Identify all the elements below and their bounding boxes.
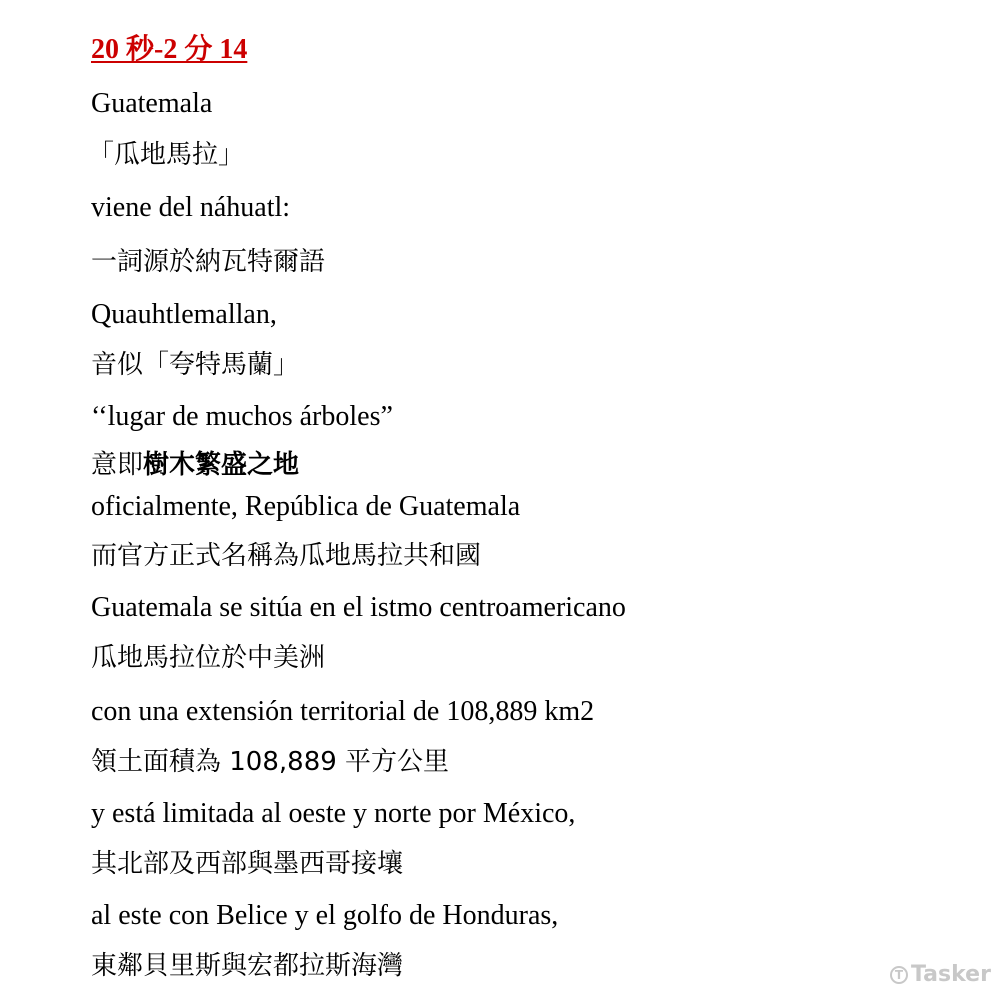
- text-line: al este con Belice y el golfo de Honduras,: [91, 900, 559, 931]
- text-line: 其北部及西部與墨西哥接壤: [91, 849, 404, 879]
- text-line: 瓜地馬拉位於中美洲: [91, 643, 326, 673]
- text-line: 音似「夸特馬蘭」: [91, 350, 300, 380]
- text-line: 而官方正式名稱為瓜地馬拉共和國: [91, 541, 482, 571]
- text-line: ‘‘lugar de muchos árboles”: [91, 401, 393, 432]
- text-line: oficialmente, República de Guatemala: [91, 491, 521, 522]
- text-line: 一詞源於納瓦特爾語: [91, 247, 326, 277]
- text-line: Guatemala: [91, 88, 213, 119]
- text-line: con una extensión territorial de 108,889 km2: [91, 696, 595, 727]
- watermark-text: Tasker: [911, 962, 991, 987]
- section-title: 20 秒-2 分 14: [91, 34, 248, 65]
- text-line: 「瓜地馬拉」: [88, 140, 245, 170]
- text-line: 東鄰貝里斯與宏都拉斯海灣: [91, 951, 404, 981]
- text-line: 領土面積為 108,889 平方公里: [91, 747, 450, 777]
- meaning-prefix: 意即: [91, 450, 144, 480]
- text-line: viene del náhuatl:: [91, 192, 291, 223]
- meaning-line: [91, 449, 299, 481]
- watermark: [890, 962, 991, 987]
- text-line: Guatemala se sitúa en el istmo centroamericano: [91, 592, 626, 623]
- tasker-logo-icon: T: [890, 966, 908, 984]
- meaning-bold: 樹木繁盛之地: [143, 450, 300, 480]
- text-line: y está limitada al oeste y norte por México,: [91, 798, 576, 829]
- text-line: Quauhtlemallan,: [91, 299, 277, 330]
